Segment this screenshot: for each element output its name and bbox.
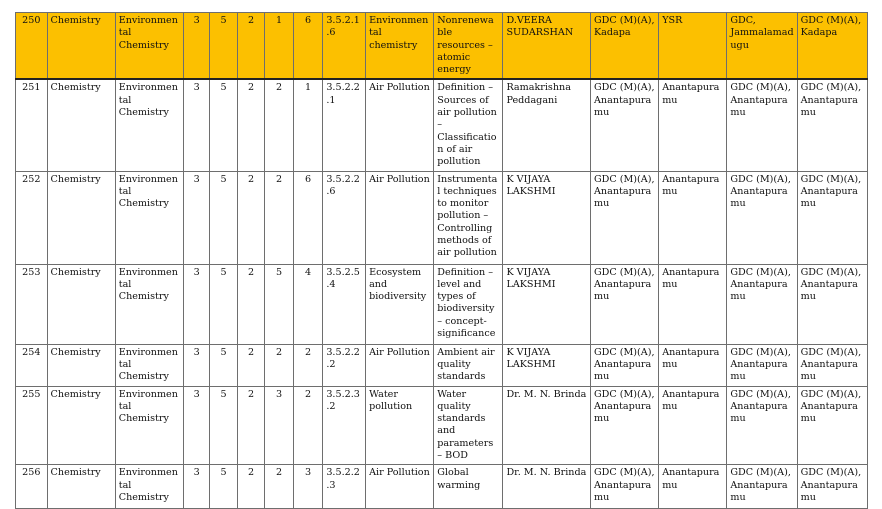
semester-cell: 5 — [210, 13, 237, 80]
serial-number-cell: 255 — [16, 386, 48, 465]
parent-college-cell: GDC (M)(A), Anantapuramu — [797, 264, 867, 344]
table-row — [16, 344, 868, 386]
serial-number-cell: 253 — [16, 264, 48, 344]
paper-cell: Environmental Chemistry — [115, 79, 183, 171]
table-row — [16, 171, 868, 264]
semester-cell: 5 — [210, 79, 237, 171]
topic-number-cell: 4 — [293, 264, 323, 344]
university-cell: Anantapuramu — [659, 171, 727, 264]
college-cell: GDC (M)(A), Anantapuramu — [591, 386, 659, 465]
host-college-cell: GDC (M)(A), Anantapuramu — [727, 386, 797, 465]
parent-college-cell: GDC (M)(A), Anantapuramu — [797, 344, 867, 386]
subject-cell: Chemistry — [47, 79, 115, 171]
topic-cell: Definition – level and types of biodiversity – concept-significance — [434, 264, 503, 344]
serial-number-cell: 252 — [16, 171, 48, 264]
year-cell: 3 — [183, 344, 209, 386]
host-college-cell: GDC (M)(A), Anantapuramu — [727, 264, 797, 344]
host-college-cell: GDC, Jammalamadugu — [727, 13, 797, 80]
university-cell: Anantapuramu — [659, 386, 727, 465]
paper-number-cell: 2 — [237, 386, 264, 465]
unit-number-cell: 2 — [265, 79, 294, 171]
college-cell: GDC (M)(A), Anantapuramu — [591, 79, 659, 171]
university-cell: Anantapuramu — [659, 264, 727, 344]
topic-code-cell: 3.5.2.2.6 — [323, 171, 366, 264]
paper-number-cell: 2 — [237, 465, 264, 509]
host-college-cell: GDC (M)(A), Anantapuramu — [727, 79, 797, 171]
serial-number-cell: 251 — [16, 79, 48, 171]
host-college-cell: GDC (M)(A), Anantapuramu — [727, 171, 797, 264]
topic-code-cell: 3.5.2.2.2 — [323, 344, 366, 386]
topic-cell: Definition – Sources of air pollution – Classification of air pollution — [434, 79, 503, 171]
topic-number-cell: 1 — [293, 79, 323, 171]
semester-cell: 5 — [210, 344, 237, 386]
university-cell: Anantapuramu — [659, 344, 727, 386]
paper-cell: Environmental Chemistry — [115, 465, 183, 509]
faculty-cell: K VIJAYA LAKSHMI — [503, 171, 591, 264]
unit-number-cell: 5 — [265, 264, 294, 344]
subject-cell: Chemistry — [47, 171, 115, 264]
topic-code-cell: 3.5.2.1.6 — [323, 13, 366, 80]
college-cell: GDC (M)(A), Anantapuramu — [591, 171, 659, 264]
unit-name-cell: Environmental chemistry — [366, 13, 434, 80]
topic-number-cell: 3 — [293, 465, 323, 509]
unit-number-cell: 1 — [265, 13, 294, 80]
table-row — [16, 13, 868, 80]
college-cell: GDC (M)(A), Anantapuramu — [591, 344, 659, 386]
faculty-cell: K VIJAYA LAKSHMI — [503, 344, 591, 386]
unit-name-cell: Water pollution — [366, 386, 434, 465]
paper-cell: Environmental Chemistry — [115, 344, 183, 386]
host-college-cell: GDC (M)(A), Anantapuramu — [727, 465, 797, 509]
subject-cell: Chemistry — [47, 465, 115, 509]
paper-number-cell: 2 — [237, 344, 264, 386]
table-row — [16, 264, 868, 344]
paper-cell: Environmental Chemistry — [115, 386, 183, 465]
parent-college-cell: GDC (M)(A), Anantapuramu — [797, 465, 867, 509]
parent-college-cell: GDC (M)(A), Anantapuramu — [797, 386, 867, 465]
paper-number-cell: 2 — [237, 13, 264, 80]
unit-number-cell: 3 — [265, 386, 294, 465]
semester-cell: 5 — [210, 386, 237, 465]
unit-name-cell: Air Pollution — [366, 344, 434, 386]
parent-college-cell: GDC (M)(A), Anantapuramu — [797, 171, 867, 264]
unit-name-cell: Air Pollution — [366, 171, 434, 264]
unit-name-cell: Air Pollution — [366, 465, 434, 509]
semester-cell: 5 — [210, 171, 237, 264]
year-cell: 3 — [183, 465, 209, 509]
university-cell: YSR — [659, 13, 727, 80]
semester-cell: 5 — [210, 465, 237, 509]
year-cell: 3 — [183, 171, 209, 264]
table-row — [16, 79, 868, 171]
topic-code-cell: 3.5.2.5.4 — [323, 264, 366, 344]
allocation-table — [15, 12, 868, 509]
topic-cell: Water quality standards and parameters – BOD — [434, 386, 503, 465]
year-cell: 3 — [183, 386, 209, 465]
topic-number-cell: 6 — [293, 13, 323, 80]
paper-number-cell: 2 — [237, 264, 264, 344]
paper-number-cell: 2 — [237, 79, 264, 171]
year-cell: 3 — [183, 79, 209, 171]
paper-cell: Environmental Chemistry — [115, 13, 183, 80]
paper-number-cell: 2 — [237, 171, 264, 264]
serial-number-cell: 250 — [16, 13, 48, 80]
topic-cell: Ambient air quality standards — [434, 344, 503, 386]
topic-code-cell: 3.5.2.2.1 — [323, 79, 366, 171]
college-cell: GDC (M)(A), Anantapuramu — [591, 264, 659, 344]
topic-cell: Nonrenewable resources – atomic energy — [434, 13, 503, 80]
parent-college-cell: GDC (M)(A), Kadapa — [797, 13, 867, 80]
topic-number-cell: 2 — [293, 344, 323, 386]
year-cell: 3 — [183, 13, 209, 80]
serial-number-cell: 256 — [16, 465, 48, 509]
topic-cell: Global warming — [434, 465, 503, 509]
host-college-cell: GDC (M)(A), Anantapuramu — [727, 344, 797, 386]
subject-cell: Chemistry — [47, 13, 115, 80]
subject-cell: Chemistry — [47, 344, 115, 386]
table-row — [16, 386, 868, 465]
faculty-cell: K VIJAYA LAKSHMI — [503, 264, 591, 344]
year-cell: 3 — [183, 264, 209, 344]
topic-cell: Instrumental techniques to monitor pollution – Controlling methods of air pollution — [434, 171, 503, 264]
table-row — [16, 465, 868, 509]
unit-name-cell: Ecosystem and biodiversity — [366, 264, 434, 344]
college-cell: GDC (M)(A), Anantapuramu — [591, 465, 659, 509]
faculty-cell: Dr. M. N. Brinda — [503, 386, 591, 465]
university-cell: Anantapuramu — [659, 465, 727, 509]
topic-code-cell: 3.5.2.2.3 — [323, 465, 366, 509]
serial-number-cell: 254 — [16, 344, 48, 386]
faculty-cell: D.VEERA SUDARSHAN — [503, 13, 591, 80]
topic-number-cell: 6 — [293, 171, 323, 264]
semester-cell: 5 — [210, 264, 237, 344]
faculty-cell: Ramakrishna Peddagani — [503, 79, 591, 171]
faculty-cell: Dr. M. N. Brinda — [503, 465, 591, 509]
topic-code-cell: 3.5.2.3.2 — [323, 386, 366, 465]
document-page — [15, 12, 868, 509]
paper-cell: Environmental Chemistry — [115, 264, 183, 344]
university-cell: Anantapuramu — [659, 79, 727, 171]
unit-name-cell: Air Pollution — [366, 79, 434, 171]
unit-number-cell: 2 — [265, 344, 294, 386]
parent-college-cell: GDC (M)(A), Anantapuramu — [797, 79, 867, 171]
subject-cell: Chemistry — [47, 264, 115, 344]
unit-number-cell: 2 — [265, 171, 294, 264]
college-cell: GDC (M)(A), Kadapa — [591, 13, 659, 80]
paper-cell: Environmental Chemistry — [115, 171, 183, 264]
unit-number-cell: 2 — [265, 465, 294, 509]
subject-cell: Chemistry — [47, 386, 115, 465]
topic-number-cell: 2 — [293, 386, 323, 465]
